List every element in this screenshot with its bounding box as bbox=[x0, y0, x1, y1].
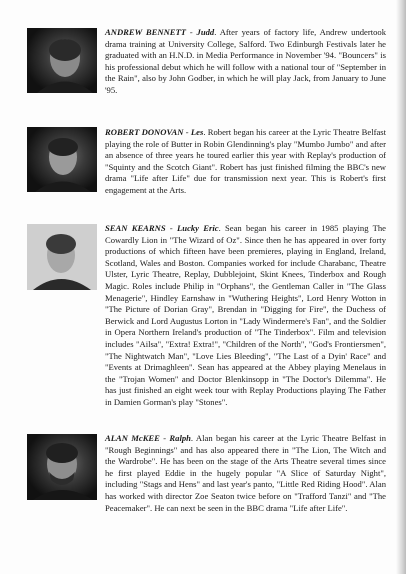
actor-photo bbox=[27, 224, 97, 290]
actor-photo bbox=[27, 28, 97, 93]
bio-body: . After years of factory life, Andrew undertook drama training at University College, Salford. Two Edinburgh Festivals later he graduated with an H.N.D. in Media Performance in November '94. "Bouncers" is his professional debut which he will follow with a national tour of "September in the Rain", also by John Godber, in which he will play Jack, from January to June '95. bbox=[105, 27, 386, 95]
separator: - bbox=[186, 27, 197, 37]
character-name: Ralph bbox=[169, 433, 191, 443]
actor-name: ROBERT DONOVAN bbox=[105, 127, 184, 137]
portrait-icon bbox=[27, 28, 97, 93]
separator: - bbox=[165, 223, 178, 233]
separator: - bbox=[183, 127, 191, 137]
page-edge-shadow bbox=[396, 0, 406, 574]
separator: - bbox=[159, 433, 170, 443]
bio-body: . Robert began his career at the Lyric Theatre Belfast playing the role of Butter in Robin Glendinning's play "Mumbo Jumbo" and after an absence of three years he toured earlier this year with Replay's production of "Squinty and the Scotch Giant". Robert has just finished filming the BBC's new drama "Life after Life" due for transmission next year. This is Robert's first engagement at the Arts. bbox=[105, 127, 387, 195]
portrait-icon bbox=[27, 434, 97, 500]
bio-body: . Alan began his career at the Lyric Theatre Belfast in "Rough Beginnings" and has also appeared there in "The Lion, The Witch and the Wardrobe". He has been on the stage of the Arts Theatre several times since he first played Eddie in the hugely popular "A Slice of Saturday Night", including "Stags and Hens" and last year's panto, "Little Red Riding Hood". Alan has worked with director Zoe Seaton twice before on "Trafford Tanzi" and "The Peacemaker". He can next be seen in the BBC drama "Life after Life". bbox=[105, 433, 386, 513]
character-name: Lucky Eric bbox=[177, 223, 219, 233]
portrait-icon bbox=[27, 127, 97, 192]
actor-photo bbox=[27, 434, 97, 500]
bio-text bbox=[105, 433, 386, 514]
bio-text bbox=[105, 127, 386, 197]
actor-name: ANDREW BENNETT bbox=[105, 27, 187, 37]
actor-name: ALAN McKEE bbox=[105, 433, 160, 443]
bio-text bbox=[105, 27, 386, 97]
actor-photo bbox=[27, 127, 97, 192]
bio-text bbox=[105, 223, 386, 409]
character-name: Les bbox=[190, 127, 204, 137]
actor-name: SEAN KEARNS bbox=[105, 223, 166, 233]
bio-body: . Sean began his career in 1985 playing The Cowardly Lion in "The Wizard of Oz". Since then he has appeared in over forty productions of which fifteen have been premieres, playing in England, Ireland, Scotland, Wales and Boston. Companies worked for include Charabanc, Theatre Ulster, Lyric Theatre, Replay, Dubblejoint, Skint Knees, Tinderbox and Rough Magic. Roles include Philip in "Orphans", the Gentleman Caller in "The Glass Menagerie", Hindley Earnshaw in "Wuthering Heights", Lord Henry Wotton in "The Picture of Dorian Gray", Brendan in "Digging for Fire", the Duchess of Berwick and Lord Augustus Lorton in "Lady Windermere's Fan", and the Soldier in Opera Northern Ireland's production of "The Tinderbox". Film and television includes "Ailsa", "Extra! Extra!", "Children of the North", "God's Frontiersmen", "The Nightwatch Man", "Love Lies Bleeding", "The Last of a Dyin' Race" and "Events at Drimaghleen". Sean has appeared at the Abbey playing Menelaus in the "Trojan Women" and Doctor Blenkinsopp in "The Doctor's Dilemma". He has just finished an eight week tour with Replay Productions playing The Father in Damien Gorman's play "Stones". bbox=[105, 223, 386, 407]
character-name: Judd bbox=[196, 27, 215, 37]
portrait-icon bbox=[27, 224, 97, 290]
